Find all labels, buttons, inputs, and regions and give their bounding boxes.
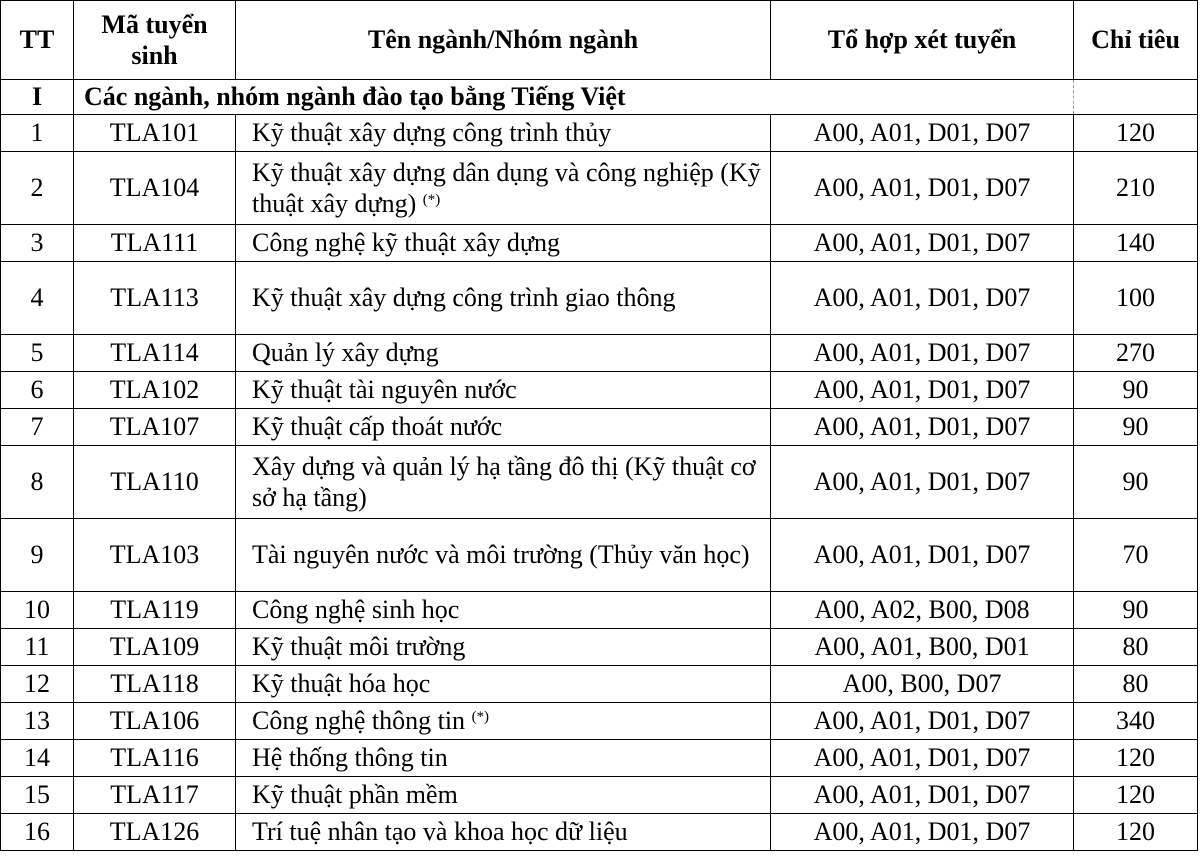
cell-major <box>236 703 771 740</box>
major-name: Tài nguyên nước và môi trường (Thủy văn học) <box>252 540 750 570</box>
section-title: Các ngành, nhóm ngành đào tạo bằng Tiếng Việt <box>74 80 1074 115</box>
cell-combo: A00, A01, D01, D07 <box>771 225 1074 262</box>
cell-combo: A00, A01, D01, D07 <box>771 703 1074 740</box>
cell-combo: A00, A01, D01, D07 <box>771 372 1074 409</box>
cell-quota: 90 <box>1074 372 1198 409</box>
cell-tt: 4 <box>1 262 74 335</box>
cell-combo: A00, A01, D01, D07 <box>771 262 1074 335</box>
cell-quota: 210 <box>1074 152 1198 225</box>
table-row <box>1 446 1198 519</box>
cell-quota: 80 <box>1074 629 1198 666</box>
cell-combo: A00, A01, D01, D07 <box>771 814 1074 851</box>
cell-quota: 140 <box>1074 225 1198 262</box>
table-row <box>1 262 1198 335</box>
cell-tt: 14 <box>1 740 74 777</box>
cell-combo: A00, A01, D01, D07 <box>771 777 1074 814</box>
major-name: Kỹ thuật cấp thoát nước <box>252 412 503 442</box>
table-row <box>1 740 1198 777</box>
table-row <box>1 814 1198 851</box>
major-name: Kỹ thuật tài nguyên nước <box>252 375 517 405</box>
cell-major <box>236 225 771 262</box>
cell-code: TLA117 <box>74 777 236 814</box>
cell-quota: 120 <box>1074 777 1198 814</box>
major-name: Quản lý xây dựng <box>252 338 439 368</box>
section-index: I <box>1 80 74 115</box>
cell-tt: 13 <box>1 703 74 740</box>
cell-combo: A00, A01, D01, D07 <box>771 409 1074 446</box>
cell-combo: A00, A01, D01, D07 <box>771 152 1074 225</box>
cell-tt: 12 <box>1 666 74 703</box>
major-note: (*) <box>422 192 441 208</box>
major-name: Hệ thống thông tin <box>252 743 448 773</box>
table-row <box>1 629 1198 666</box>
header-code: Mã tuyển sinh <box>74 1 236 80</box>
cell-code: TLA102 <box>74 372 236 409</box>
cell-quota: 340 <box>1074 703 1198 740</box>
cell-code: TLA116 <box>74 740 236 777</box>
major-name: Công nghệ kỹ thuật xây dựng <box>252 228 561 258</box>
table-row <box>1 115 1198 152</box>
cell-code: TLA101 <box>74 115 236 152</box>
cell-quota: 120 <box>1074 115 1198 152</box>
cell-quota: 120 <box>1074 740 1198 777</box>
cell-tt: 8 <box>1 446 74 519</box>
table-row <box>1 666 1198 703</box>
major-name: Kỹ thuật phần mềm <box>252 780 458 810</box>
cell-quota: 90 <box>1074 409 1198 446</box>
cell-quota: 70 <box>1074 519 1198 592</box>
cell-major <box>236 372 771 409</box>
cell-combo: A00, A02, B00, D08 <box>771 592 1074 629</box>
cell-combo: A00, A01, D01, D07 <box>771 740 1074 777</box>
cell-combo: A00, A01, D01, D07 <box>771 519 1074 592</box>
cell-major <box>236 629 771 666</box>
cell-major <box>236 262 771 335</box>
cell-code: TLA103 <box>74 519 236 592</box>
cell-code: TLA109 <box>74 629 236 666</box>
cell-code: TLA126 <box>74 814 236 851</box>
table-row <box>1 152 1198 225</box>
cell-tt: 16 <box>1 814 74 851</box>
cell-tt: 11 <box>1 629 74 666</box>
cell-major <box>236 740 771 777</box>
cell-quota: 120 <box>1074 814 1198 851</box>
cell-combo: A00, A01, D01, D07 <box>771 335 1074 372</box>
cell-tt: 5 <box>1 335 74 372</box>
cell-major <box>236 777 771 814</box>
header-row <box>1 1 1198 80</box>
cell-code: TLA118 <box>74 666 236 703</box>
cell-code: TLA119 <box>74 592 236 629</box>
table-row <box>1 225 1198 262</box>
cell-tt: 7 <box>1 409 74 446</box>
section-row <box>1 80 1198 115</box>
header-combo: Tổ hợp xét tuyển <box>771 1 1074 80</box>
cell-quota: 90 <box>1074 592 1198 629</box>
cell-code: TLA114 <box>74 335 236 372</box>
major-name: Kỹ thuật môi trường <box>252 632 466 662</box>
major-name: Công nghệ thông tin <box>252 706 466 736</box>
major-name: Kỹ thuật xây dựng công trình thủy <box>252 118 612 148</box>
cell-tt: 6 <box>1 372 74 409</box>
cell-major <box>236 335 771 372</box>
table-row <box>1 372 1198 409</box>
cell-major <box>236 592 771 629</box>
table-row <box>1 519 1198 592</box>
cell-combo: A00, A01, B00, D01 <box>771 629 1074 666</box>
cell-major <box>236 152 771 225</box>
table-row <box>1 592 1198 629</box>
cell-tt: 2 <box>1 152 74 225</box>
major-note: (*) <box>471 709 490 726</box>
table-row <box>1 335 1198 372</box>
major-name: Xây dựng và quản lý hạ tầng đô thị (Kỹ thuật cơ sở hạ tầng) <box>252 451 756 512</box>
cell-code: TLA113 <box>74 262 236 335</box>
major-name: Công nghệ sinh học <box>252 595 460 625</box>
cell-code: TLA107 <box>74 409 236 446</box>
cell-quota: 270 <box>1074 335 1198 372</box>
cell-tt: 9 <box>1 519 74 592</box>
cell-major <box>236 446 771 519</box>
cell-tt: 1 <box>1 115 74 152</box>
cell-tt: 3 <box>1 225 74 262</box>
header-tt: TT <box>1 1 74 80</box>
table-row <box>1 409 1198 446</box>
cell-quota: 100 <box>1074 262 1198 335</box>
major-name: Kỹ thuật hóa học <box>252 669 431 699</box>
major-name: Kỹ thuật xây dựng dân dụng và công nghiệp (Kỹ thuật xây dựng) <box>252 157 761 218</box>
table-row <box>1 703 1198 740</box>
cell-major <box>236 666 771 703</box>
table-row <box>1 777 1198 814</box>
cell-code: TLA110 <box>74 446 236 519</box>
major-name: Trí tuệ nhân tạo và khoa học dữ liệu <box>252 817 628 847</box>
cell-major <box>236 814 771 851</box>
cell-quota: 80 <box>1074 666 1198 703</box>
cell-combo: A00, B00, D07 <box>771 666 1074 703</box>
cell-major <box>236 409 771 446</box>
cell-code: TLA104 <box>74 152 236 225</box>
cell-code: TLA106 <box>74 703 236 740</box>
cell-combo: A00, A01, D01, D07 <box>771 115 1074 152</box>
section-blank <box>1074 80 1198 115</box>
cell-major <box>236 519 771 592</box>
cell-tt: 15 <box>1 777 74 814</box>
cell-combo: A00, A01, D01, D07 <box>771 446 1074 519</box>
cell-tt: 10 <box>1 592 74 629</box>
cell-code: TLA111 <box>74 225 236 262</box>
cell-quota: 90 <box>1074 446 1198 519</box>
header-quota: Chỉ tiêu <box>1074 1 1198 80</box>
major-name: Kỹ thuật xây dựng công trình giao thông <box>252 283 676 313</box>
header-major: Tên ngành/Nhóm ngành <box>236 1 771 80</box>
cell-major <box>236 115 771 152</box>
